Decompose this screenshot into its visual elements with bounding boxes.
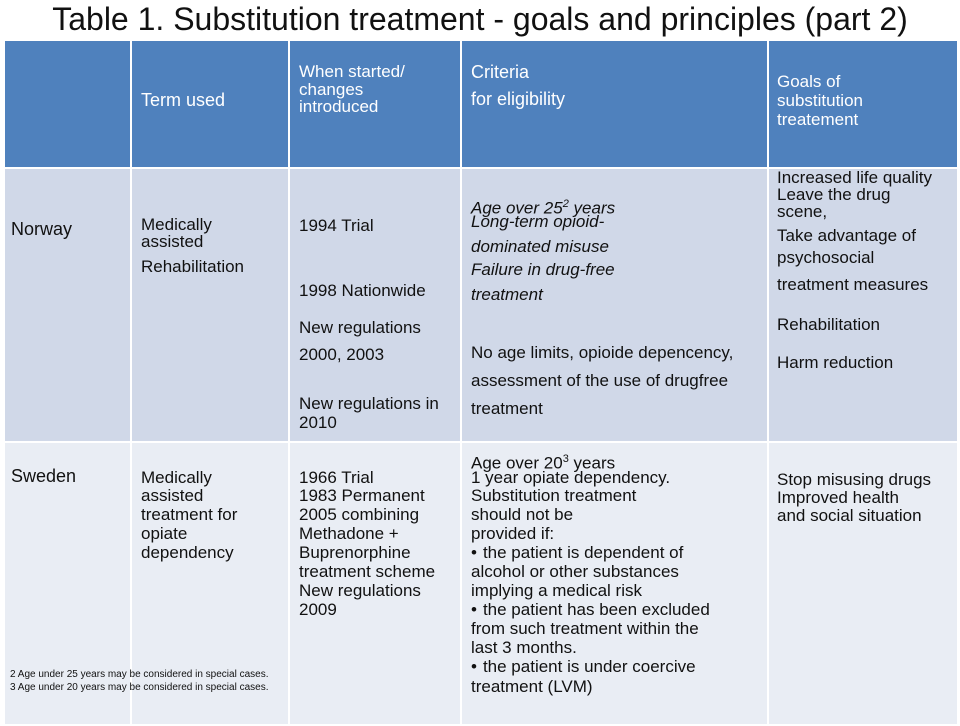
sweden-criteria-10: from such treatment within the — [471, 619, 699, 638]
sweden-criteria-2: 1 year opiate dependency. — [471, 468, 671, 487]
sweden-term-1: Medically — [141, 468, 212, 487]
sweden-when-8: 2009 — [299, 600, 337, 619]
header-goals-cell — [769, 41, 957, 167]
sweden-when-7: New regulations — [299, 581, 421, 600]
header-goals-3: treatement — [777, 110, 859, 129]
norway-when-cell — [290, 169, 460, 441]
sweden-when-5: Buprenorphine — [299, 543, 411, 562]
header-criteria-cell — [462, 41, 767, 167]
norway-criteria-4: Failure in drug-free — [471, 260, 615, 279]
sweden-criteria-5: provided if: — [471, 524, 555, 543]
page-title: Table 1. Substitution treatment - goals and principles (part 2) — [52, 1, 908, 37]
norway-when-4: 2000, 2003 — [299, 345, 385, 364]
sweden-term-3: treatment for — [141, 505, 238, 524]
sweden-term-5: dependency — [141, 543, 234, 562]
norway-term-1: Medically — [141, 215, 212, 234]
norway-criteria-6: No age limits, opioide depencency, — [471, 343, 734, 362]
norway-criteria-1-sup: 2 — [562, 198, 569, 210]
footnote-2: 2 Age under 25 years may be considered in special cases. — [10, 669, 269, 680]
norway-when-5: New regulations in — [299, 394, 439, 413]
norway-goals-cell — [769, 169, 957, 441]
norway-goal-6: treatment measures — [777, 275, 929, 294]
norway-term-2: assisted — [141, 232, 204, 251]
norway-goal-8: Harm reduction — [777, 353, 894, 372]
norway-goal-3: scene, — [777, 202, 828, 221]
norway-term-cell — [132, 169, 288, 441]
norway-criteria-1-tail: years — [568, 198, 616, 218]
sweden-when-3: 2005 combining — [299, 505, 420, 524]
header-when-3: introduced — [299, 97, 379, 116]
header-when-2: changes — [299, 80, 364, 99]
norway-goal-2: Leave the drug — [777, 185, 891, 204]
sweden-criteria-3: Substitution treatment — [471, 486, 637, 505]
sweden-criteria-cell — [462, 443, 767, 724]
norway-criteria-2: Long-term opioid- — [471, 212, 605, 231]
sweden-criteria-11: last 3 months. — [471, 638, 577, 657]
sweden-criteria-1-text: Age over 20 — [471, 453, 563, 473]
sweden-criteria-4: should not be — [471, 505, 574, 524]
norway-when-6: 2010 — [299, 413, 337, 432]
norway-criteria-3: dominated misuse — [471, 237, 609, 256]
norway-criteria-5: treatment — [471, 285, 543, 304]
sweden-criteria-7: alcohol or other substances — [471, 562, 679, 581]
sweden-goal-1: Stop misusing drugs — [777, 470, 932, 489]
sweden-criteria-9: • the patient has been excluded — [471, 601, 710, 619]
sweden-term-4: opiate — [141, 524, 188, 543]
sweden-goals-cell — [769, 443, 957, 724]
header-criteria-2: for eligibility — [471, 89, 566, 109]
norway-criteria-cell — [462, 169, 767, 441]
sweden-goal-3: and social situation — [777, 506, 922, 525]
header-when-cell — [290, 41, 460, 167]
norway-country: Norway — [11, 219, 73, 239]
header-term-cell — [132, 41, 288, 167]
norway-country-cell — [5, 169, 130, 441]
sweden-when-4: Methadone + — [299, 524, 399, 543]
sweden-when-6: treatment scheme — [299, 562, 436, 581]
norway-goal-4: Take advantage of — [777, 226, 916, 245]
norway-criteria-7: assessment of the use of drugfree — [471, 371, 729, 390]
sweden-criteria-12: • the patient is under coercive — [471, 658, 696, 676]
norway-when-3: New regulations — [299, 318, 421, 337]
header-goals-1: Goals of — [777, 72, 841, 91]
footnote-3: 3 Age under 20 years may be considered in special cases. — [10, 682, 269, 693]
header-goals-2: substitution — [777, 91, 863, 110]
sweden-criteria-13: treatment (LVM) — [471, 677, 593, 696]
norway-when-1: 1994 Trial — [299, 216, 374, 235]
sweden-country: Sweden — [11, 466, 77, 486]
header-term: Term used — [141, 90, 226, 110]
header-criteria-1: Criteria — [471, 62, 530, 82]
norway-when-2: 1998 Nationwide — [299, 281, 426, 300]
sweden-goal-2: Improved health — [777, 488, 899, 507]
header-when-1: When started/ — [299, 62, 405, 81]
sweden-criteria-1-sup: 3 — [562, 453, 569, 465]
sweden-criteria-6: • the patient is dependent of — [471, 544, 683, 562]
norway-goal-7: Rehabilitation — [777, 315, 881, 334]
sweden-term-2: assisted — [141, 486, 204, 505]
header-country-cell — [5, 41, 130, 167]
norway-criteria-8: treatment — [471, 399, 543, 418]
sweden-when-2: 1983 Permanent — [299, 486, 425, 505]
norway-criteria-1-text: Age over 25 — [471, 198, 563, 218]
sweden-criteria-8: implying a medical risk — [471, 581, 642, 600]
norway-term-3: Rehabilitation — [141, 257, 245, 276]
sweden-when-1: 1966 Trial — [299, 468, 374, 487]
sweden-criteria-1-tail: years — [568, 453, 616, 473]
sweden-when-cell — [290, 443, 460, 724]
norway-goal-1: Increased life quality — [777, 168, 932, 187]
norway-goal-5: psychosocial — [777, 248, 875, 267]
